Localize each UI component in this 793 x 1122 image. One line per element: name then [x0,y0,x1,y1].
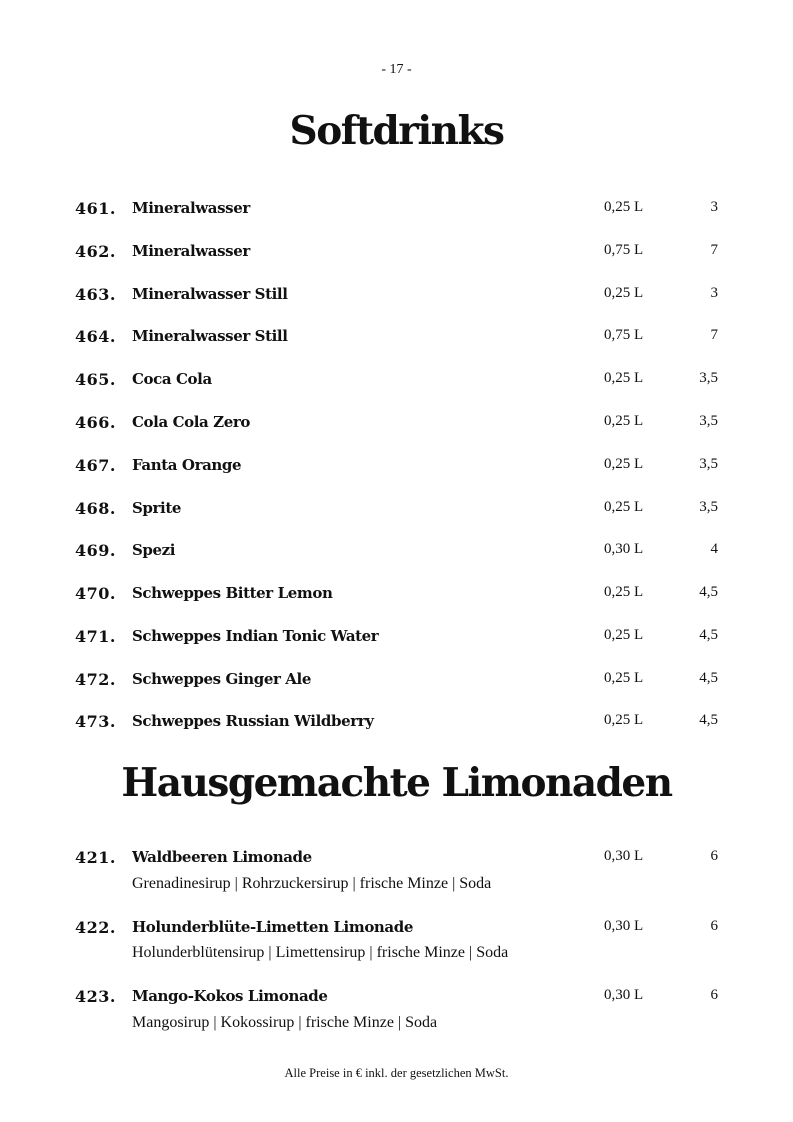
item-name: Schweppes Russian Wildberry [132,712,374,730]
item-price: 4,5 [699,670,718,686]
section-title-softdrinks: Softdrinks [289,108,504,154]
item-name: Mineralwasser Still [132,327,288,345]
item-number: 466. [75,413,116,432]
menu-item [0,456,793,478]
item-description: Mangosirup | Kokossirup | frische Minze | Soda [132,1014,438,1031]
item-price: 3 [710,285,718,301]
item-volume: 0,75 L [604,327,644,343]
item-number: 464. [75,327,116,346]
item-price: 4,5 [699,584,718,600]
item-price: 3 [710,199,718,215]
section-title-limonaden: Hausgemachte Limonaden [121,760,672,806]
item-name: Schweppes Indian Tonic Water [132,627,379,645]
page-number: - 17 - [381,62,412,77]
item-price: 4,5 [699,627,718,643]
item-name: Schweppes Ginger Ale [132,670,311,688]
item-name: Waldbeeren Limonade [132,848,312,866]
item-name: Mineralwasser Still [132,285,288,303]
item-name: Mineralwasser [132,199,250,217]
item-name: Mineralwasser [132,242,250,260]
item-number: 471. [75,627,116,646]
menu-item [0,584,793,606]
item-number: 472. [75,670,116,689]
item-number: 469. [75,541,116,560]
menu-item [0,327,793,349]
item-name: Mango-Kokos Limonade [132,987,328,1005]
item-number: 421. [75,848,116,867]
item-volume: 0,25 L [604,499,644,515]
item-volume: 0,25 L [604,712,644,728]
item-volume: 0,25 L [604,199,644,215]
menu-item [0,670,793,692]
item-volume: 0,25 L [604,456,644,472]
item-volume: 0,25 L [604,670,644,686]
item-price: 4 [710,541,718,557]
item-price: 3,5 [699,413,718,429]
menu-item [0,413,793,435]
item-volume: 0,30 L [604,541,644,557]
item-price: 7 [710,242,718,258]
item-number: 467. [75,456,116,475]
item-price: 6 [710,848,718,864]
item-number: 462. [75,242,116,261]
item-name: Coca Cola [132,370,212,388]
item-price: 6 [710,987,718,1003]
item-description-row [0,1014,793,1036]
menu-item [0,199,793,221]
item-name: Spezi [132,541,176,559]
item-volume: 0,30 L [604,918,644,934]
item-number: 465. [75,370,116,389]
item-price: 4,5 [699,712,718,728]
item-volume: 0,30 L [604,848,644,864]
item-price: 3,5 [699,499,718,515]
menu-item [0,918,793,940]
item-volume: 0,30 L [604,987,644,1003]
item-name: Fanta Orange [132,456,242,474]
item-volume: 0,25 L [604,627,644,643]
price-footnote: Alle Preise in € inkl. der gesetzlichen MwSt. [284,1066,509,1080]
menu-item [0,848,793,870]
item-volume: 0,25 L [604,285,644,301]
item-number: 468. [75,499,116,518]
menu-item [0,627,793,649]
item-volume: 0,25 L [604,413,644,429]
menu-item [0,499,793,521]
item-number: 470. [75,584,116,603]
item-number: 473. [75,712,116,731]
item-price: 6 [710,918,718,934]
item-volume: 0,75 L [604,242,644,258]
item-volume: 0,25 L [604,584,644,600]
item-description: Grenadinesirup | Rohrzuckersirup | frische Minze | Soda [132,875,492,892]
menu-item [0,370,793,392]
menu-item [0,987,793,1009]
item-name: Cola Cola Zero [132,413,250,431]
menu-item [0,712,793,734]
item-number: 463. [75,285,116,304]
menu-item [0,242,793,264]
item-description: Holunderblütensirup | Limettensirup | frische Minze | Soda [132,944,509,961]
item-number: 461. [75,199,116,218]
item-description-row [0,875,793,897]
item-description-row [0,944,793,966]
menu-item [0,541,793,563]
item-volume: 0,25 L [604,370,644,386]
item-name: Holunderblüte-Limetten Limonade [132,918,413,936]
item-price: 3,5 [699,456,718,472]
menu-item [0,285,793,307]
item-number: 423. [75,987,116,1006]
item-name: Schweppes Bitter Lemon [132,584,333,602]
item-name: Sprite [132,499,181,517]
item-price: 3,5 [699,370,718,386]
item-number: 422. [75,918,116,937]
item-price: 7 [710,327,718,343]
